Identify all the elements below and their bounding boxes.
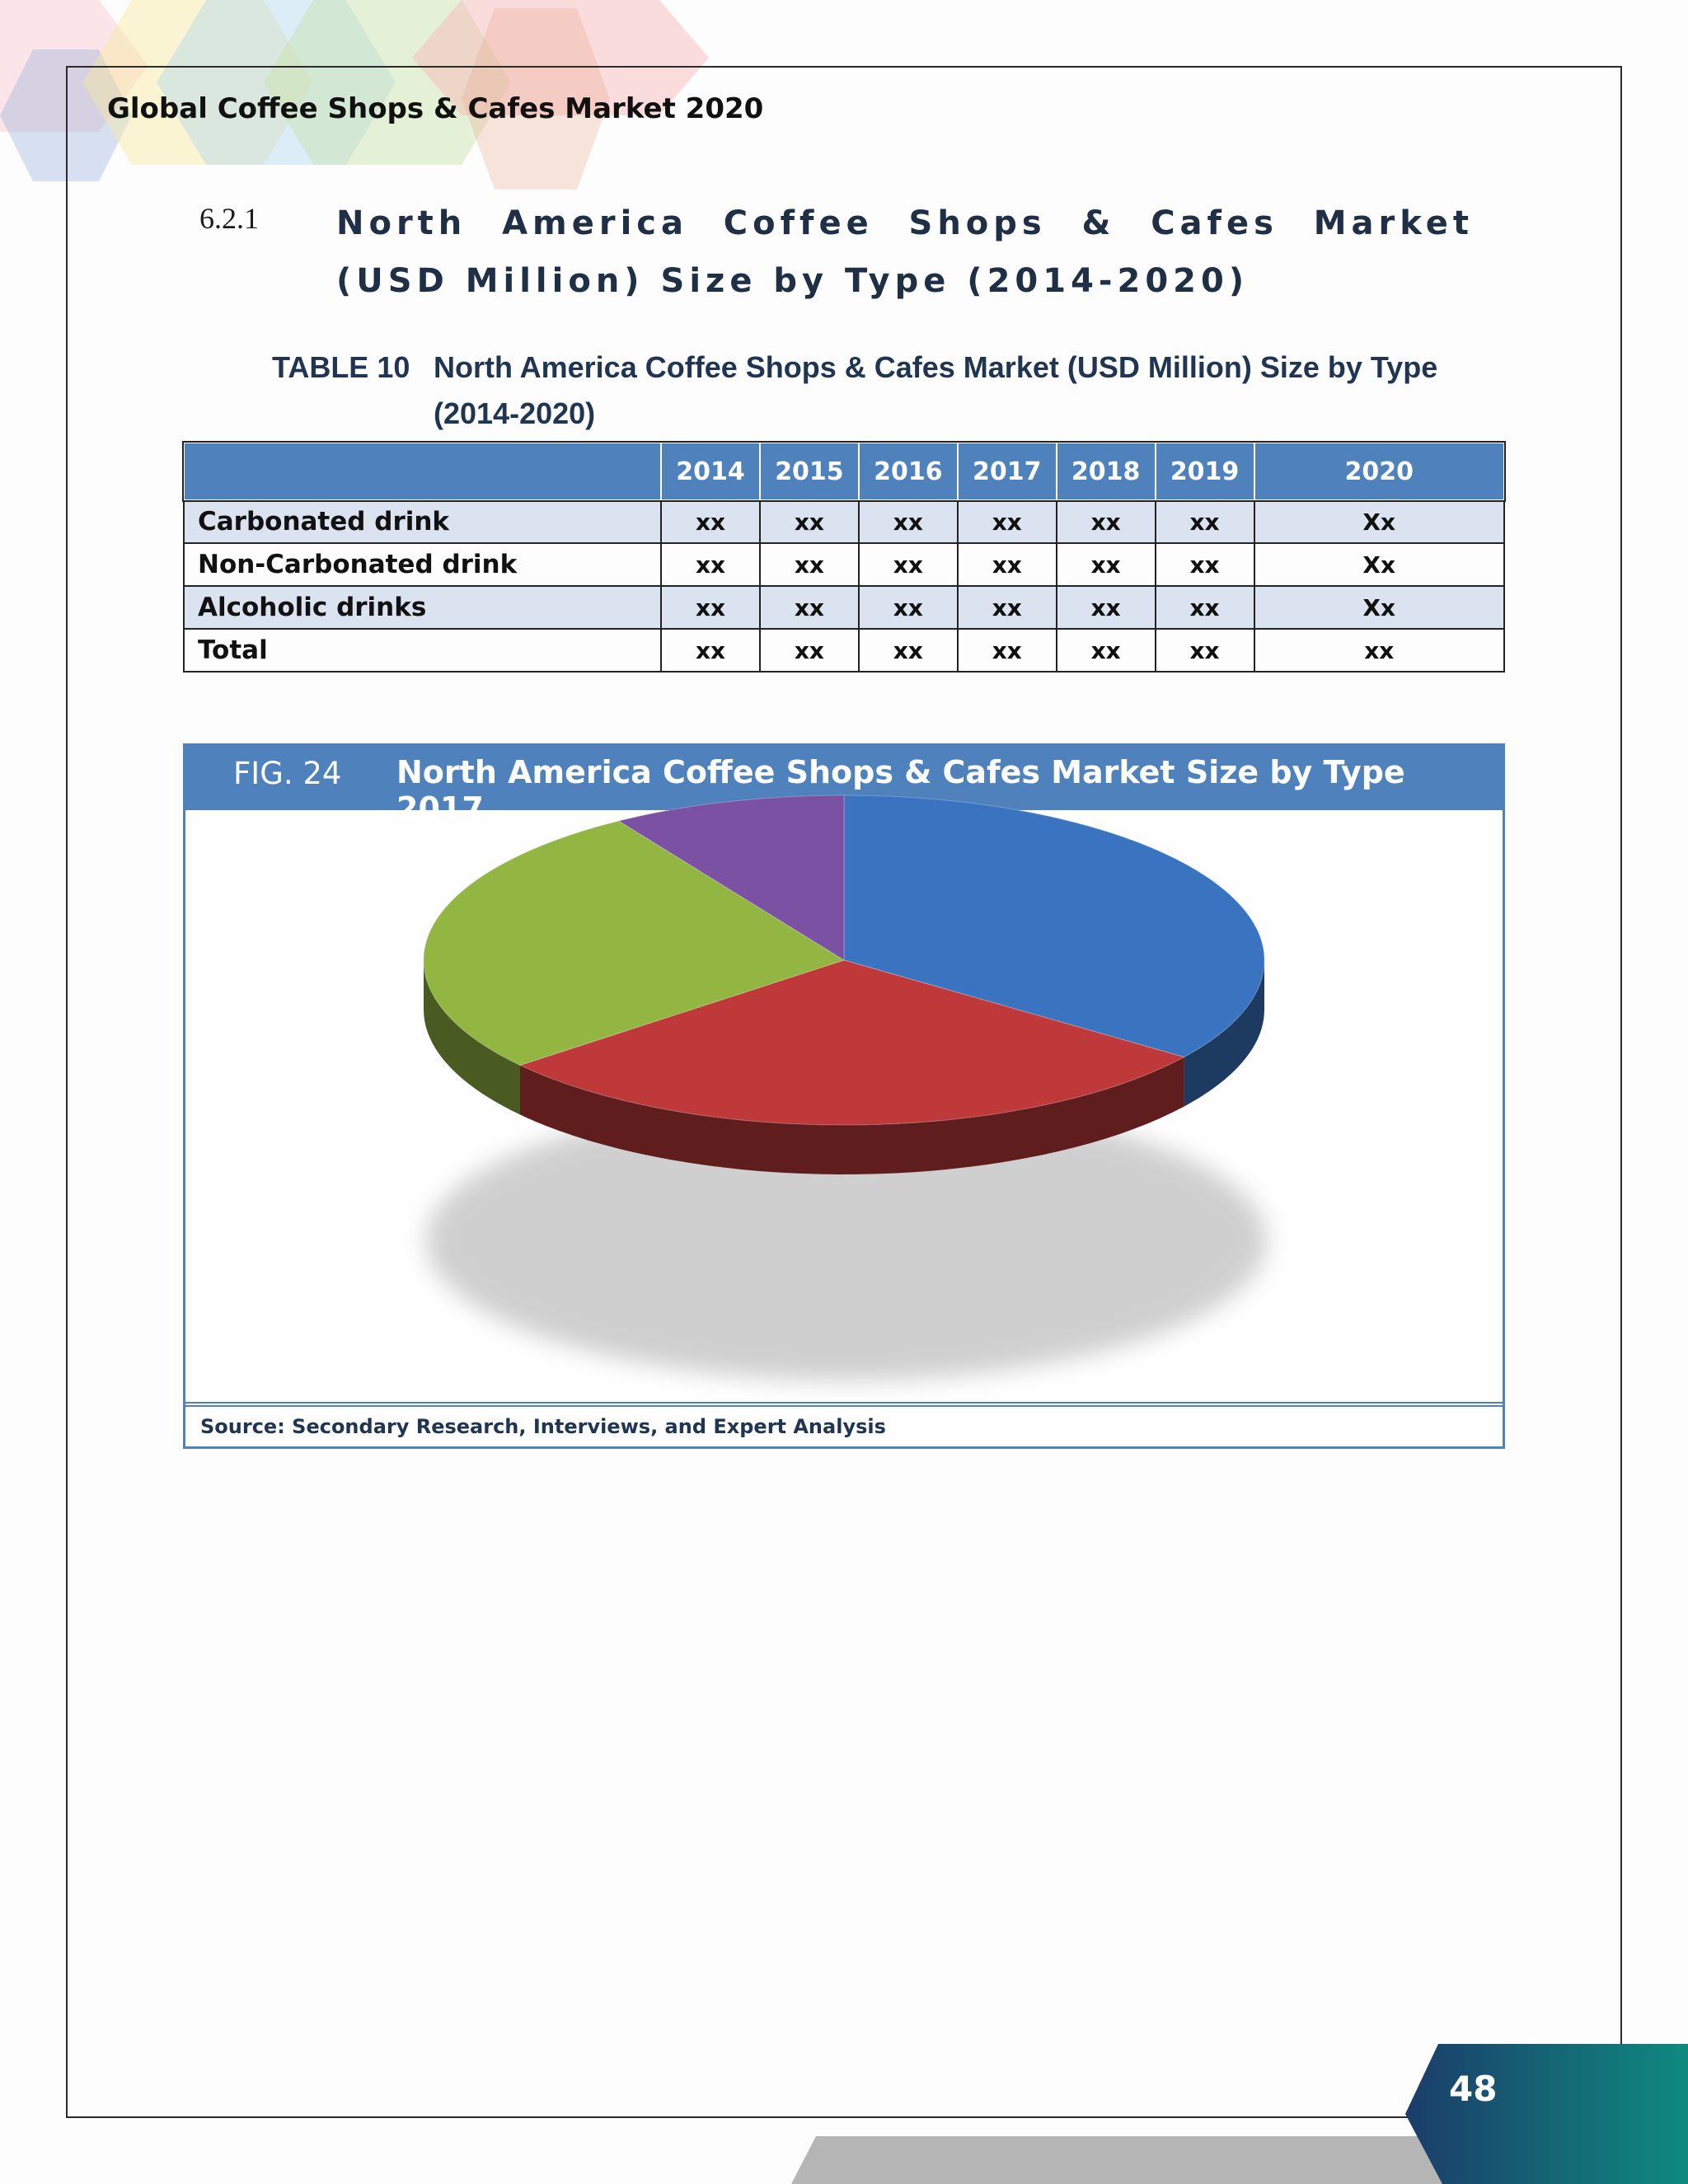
table-cell: xx — [1057, 500, 1156, 543]
table-row — [184, 629, 1504, 672]
figure-title: North America Coffee Shops & Cafes Market Size by Type 2017 — [396, 754, 1405, 827]
figure-box — [183, 743, 1505, 1449]
table-cell: xx — [661, 586, 760, 629]
figure-separator — [185, 1402, 1503, 1407]
table-cell: xx — [760, 543, 859, 586]
table-cell: xx — [1057, 543, 1156, 586]
table-cell: xx — [958, 586, 1057, 629]
table-cell: xx — [760, 629, 859, 672]
table-header-cell: 2016 — [859, 443, 958, 500]
market-size-table — [183, 442, 1505, 673]
table-cell: xx — [661, 629, 760, 672]
table-header-cell — [184, 443, 661, 500]
row-label: Non-Carbonated drink — [184, 543, 661, 586]
table-cell: xx — [1156, 500, 1254, 543]
table-header-cell: 2020 — [1254, 443, 1504, 500]
table-row — [184, 586, 1504, 629]
row-label: Total — [184, 629, 661, 672]
pie-chart — [185, 746, 1503, 1397]
table-cell: xx — [859, 543, 958, 586]
table-cell: Xx — [1254, 543, 1504, 586]
table-header-cell: 2015 — [760, 443, 859, 500]
figure-label: FIG. 24 — [233, 756, 342, 791]
table-row — [184, 500, 1504, 543]
table-cell: xx — [859, 629, 958, 672]
page-number: 48 — [1449, 2069, 1498, 2109]
section-number: 6.2.1 — [199, 202, 259, 235]
table-cell: xx — [958, 629, 1057, 672]
table-cell: xx — [661, 543, 760, 586]
table-header-cell: 2017 — [958, 443, 1057, 500]
table-header-cell: 2018 — [1057, 443, 1156, 500]
table-cell: xx — [1057, 629, 1156, 672]
pie-slices — [424, 795, 1264, 1125]
table-cell: xx — [1156, 629, 1254, 672]
footer-decoration — [0, 2044, 1688, 2184]
table-caption-text: North America Coffee Shops & Cafes Market (USD Million) Size by Type (2014-2020) — [434, 350, 1438, 430]
table-cell: xx — [661, 500, 760, 543]
table-header-cell: 2014 — [661, 443, 760, 500]
row-label: Alcoholic drinks — [184, 586, 661, 629]
table-cell: xx — [760, 500, 859, 543]
table-header-cell: 2019 — [1156, 443, 1254, 500]
table-cell: xx — [1254, 629, 1504, 672]
table-cell: Xx — [1254, 586, 1504, 629]
row-label: Carbonated drink — [184, 500, 661, 543]
table-cell: Xx — [1254, 500, 1504, 543]
section-title: North America Coffee Shops & Cafes Market (USD Million) Size by Type (2014-2020) — [336, 204, 1474, 300]
table-cell: xx — [1057, 586, 1156, 629]
table-cell: xx — [1156, 543, 1254, 586]
table-cell: xx — [958, 543, 1057, 586]
table-cell: xx — [859, 500, 958, 543]
table-row — [184, 543, 1504, 586]
figure-source: Source: Secondary Research, Interviews, and Expert Analysis — [200, 1415, 886, 1438]
table-cell: xx — [958, 500, 1057, 543]
table-label: TABLE 10 — [272, 350, 410, 384]
document-title: Global Coffee Shops & Cafes Market 2020 — [107, 92, 764, 125]
table-cell: xx — [859, 586, 958, 629]
table-header-row — [184, 443, 1504, 500]
table-cell: xx — [1156, 586, 1254, 629]
table-cell: xx — [760, 586, 859, 629]
